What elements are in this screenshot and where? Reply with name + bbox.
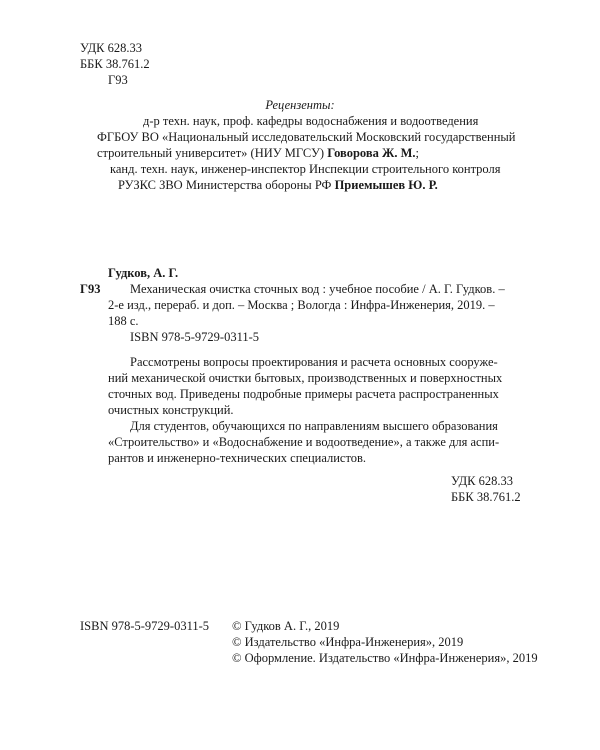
reviewer-line-5-text: РУЗКС ЗВО Министерства обороны РФ [118,178,335,192]
annotation-p2-line-2: «Строительство» и «Водоснабжение и водоотведение», а также для аспи- [108,435,500,449]
bbk-code: ББК 38.761.2 [80,57,150,71]
entry-line-1: Механическая очистка сточных вод : учебное пособие / А. Г. Гудков. – [130,282,505,296]
author-mark: Г93 [108,73,128,87]
reviewer-line-1: д-р техн. наук, проф. кафедры водоснабжения и водоотведения [143,114,479,128]
copyright-author: © Гудков А. Г., 2019 [232,619,340,633]
entry-line-2: 2-е изд., перераб. и доп. – Москва ; Вологда : Инфра-Инженерия, 2019. – [108,298,495,312]
annotation-p1-line-1: Рассмотрены вопросы проектирования и расчета основных сооруже- [130,355,498,369]
reviewer-line-2: ФГБОУ ВО «Национальный исследовательский Московский государственный [97,130,516,144]
reviewer-line-5 [118,177,438,193]
reviewer-name-priemyshev: Приемышев Ю. Р. [334,178,438,192]
annotation-p1-line-3: сточных вод. Приведены подробные примеры расчета распространенных [108,387,499,401]
annotation-p2-line-3: рантов и инженерно-технических специалистов. [108,451,367,465]
udk-code-bottom: УДК 628.33 [451,474,513,488]
reviewers-heading: Рецензенты: [265,98,335,112]
annotation-p1-line-2: ний механической очистки бытовых, производственных и поверхностных [108,371,503,385]
bbk-code-bottom: ББК 38.761.2 [451,490,521,504]
reviewer-line-3 [97,145,419,161]
udk-code: УДК 628.33 [80,41,142,55]
annotation-p2-line-1: Для студентов, обучающихся по направлениям высшего образования [130,419,498,433]
entry-line-3: 188 с. [108,314,139,328]
reviewer-line-3-text: строительный университет» (НИУ МГСУ) [97,146,328,160]
entry-author-heading: Гудков, А. Г. [108,266,179,280]
reviewer-line-3-end: ; [415,146,419,160]
entry-isbn: ISBN 978-5-9729-0311-5 [130,330,260,344]
copyright-design: © Оформление. Издательство «Инфра-Инженерия», 2019 [232,651,538,665]
copyright-publisher: © Издательство «Инфра-Инженерия», 2019 [232,635,464,649]
reviewer-line-4: канд. техн. наук, инженер-инспектор Инспекции строительного контроля [110,162,501,176]
footer-isbn: ISBN 978-5-9729-0311-5 [80,619,210,633]
annotation-p1-line-4: очистных конструкций. [108,403,234,417]
reviewer-name-govorova: Говорова Ж. М. [327,146,416,160]
entry-mark: Г93 [80,282,101,296]
